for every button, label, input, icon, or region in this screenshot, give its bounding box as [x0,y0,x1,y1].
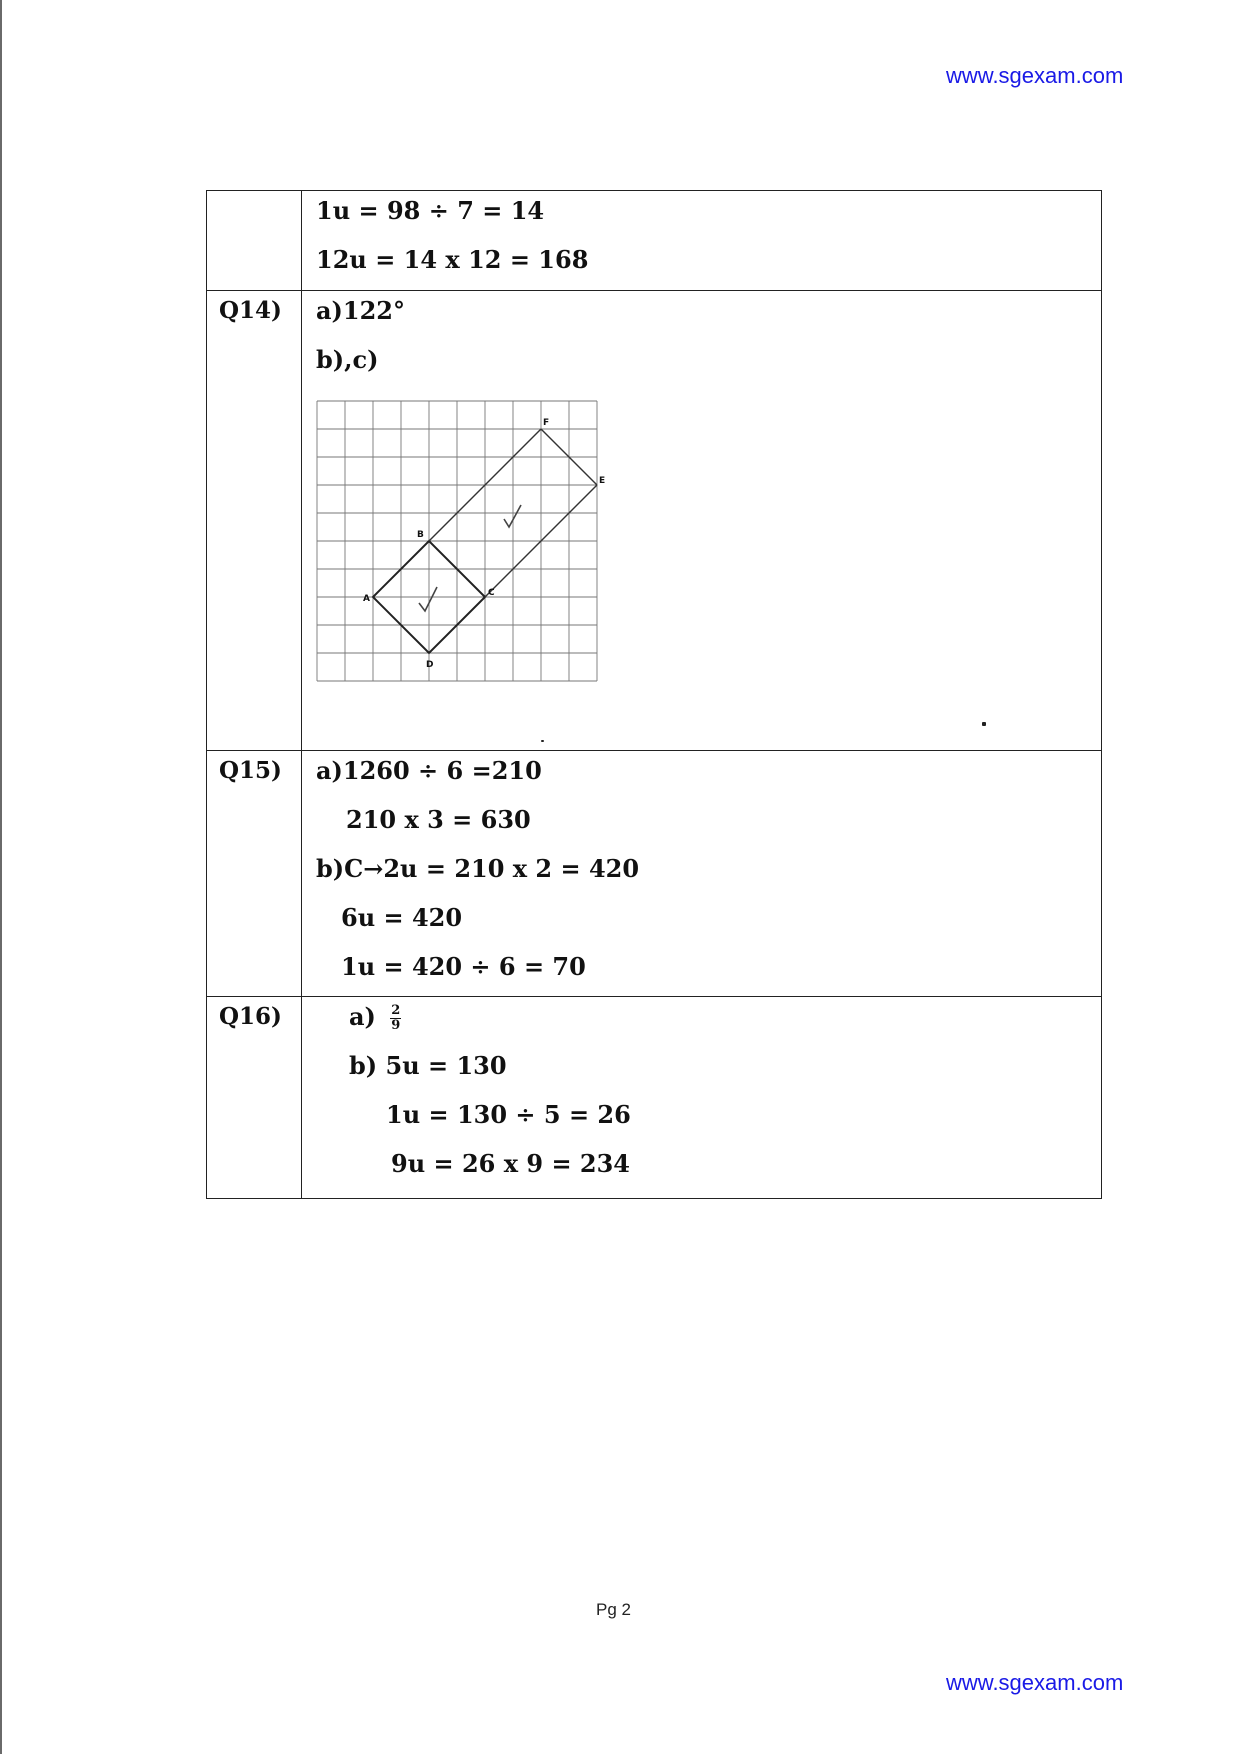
scan-edge [0,0,2,1754]
question-label [207,191,301,197]
question-label-cell [207,997,302,1199]
label-e: E [599,476,605,486]
tick-marks [419,505,521,611]
answer-line: 12u = 14 x 12 = 168 [316,245,589,274]
scan-speck [541,740,544,742]
label-f: F [543,418,550,428]
header-url[interactable]: www.sgexam.com [946,63,1124,88]
answer-line [316,997,1101,1046]
answer-line: 1u = 98 ÷ 7 = 14 [316,196,545,225]
answer-line: 9u = 26 x 9 = 234 [391,1149,631,1178]
answer-line: b) 5u = 130 [349,1051,507,1080]
page-number: Pg 2 [596,1600,631,1619]
answer-line: a)1260 ÷ 6 =210 [316,756,542,785]
tick-mark-square [419,587,437,611]
answer-table [206,190,1102,1199]
answer-line: 6u = 420 [341,903,463,932]
answer-line: 210 x 3 = 630 [346,805,531,834]
answer-cell [302,291,1102,751]
label-b: B [417,530,424,540]
question-label: Q14) [219,297,282,324]
grid-diagram-svg [315,399,605,689]
footer-url[interactable]: www.sgexam.com [946,1670,1124,1695]
question-label-cell [207,751,302,997]
answer-line: b),c) [316,345,379,374]
answer-line: b)C→2u = 210 x 2 = 420 [316,854,640,883]
label-c: C [488,588,495,598]
tick-mark-rectangle [504,505,521,527]
question-label-cell [207,191,302,291]
answer-cell [302,191,1102,291]
fraction [390,1004,401,1033]
question-label: Q16) [219,1003,282,1030]
answer-line-prefix: a) [349,1002,376,1031]
question-label: Q15) [219,757,282,784]
question-label-cell [207,291,302,751]
answer-cell [302,751,1102,997]
table-row [207,291,1102,751]
answer-cell [302,997,1102,1199]
answer-line: 1u = 420 ÷ 6 = 70 [341,952,586,981]
answer-line: 1u = 130 ÷ 5 = 26 [386,1100,631,1129]
label-d: D [426,660,434,670]
scan-speck [982,722,986,726]
answer-line: a)122° [316,296,406,325]
table-row [207,751,1102,997]
fraction-denominator: 9 [391,1018,401,1033]
grid-diagram [315,399,1101,693]
table-row [207,997,1102,1199]
fraction-numerator: 2 [391,1003,401,1018]
label-a: A [363,594,370,604]
table-row [207,191,1102,291]
